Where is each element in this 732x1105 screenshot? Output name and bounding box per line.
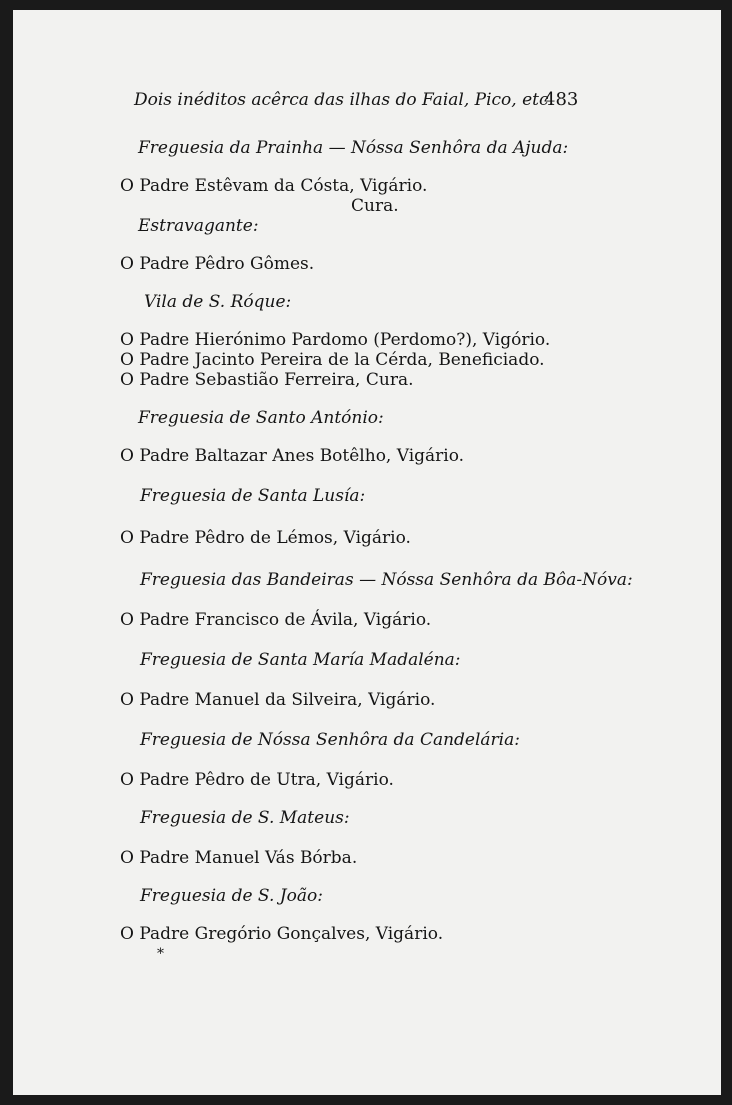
entry-line: O Padre Gregório Gonçalves, Vigário.: [120, 924, 444, 944]
section-heading-santa-maria-madalena: Freguesia de Santa María Madaléna:: [140, 650, 461, 670]
page-number: 483: [544, 89, 579, 110]
entry-line: O Padre Baltazar Anes Botêlho, Vigário.: [120, 446, 465, 466]
entry-line: O Padre Manuel Vás Bórba.: [120, 848, 358, 868]
entry-line: Cura.: [351, 196, 399, 216]
entry-line: O Padre Pêdro Gômes.: [120, 254, 315, 274]
entry-line: O Padre Manuel da Silveira, Vigário.: [120, 690, 436, 710]
entry-line: O Padre Pêdro de Utra, Vigário.: [120, 770, 394, 790]
section-heading-candelaria: Freguesia de Nóssa Senhôra da Candelária:: [140, 730, 520, 750]
entry-line: O Padre Francisco de Ávila, Vigário.: [120, 610, 432, 630]
section-heading-santo-antonio: Freguesia de Santo António:: [138, 408, 384, 428]
section-heading-prainha: Freguesia da Prainha — Nóssa Senhôra da Ajuda:: [138, 138, 569, 158]
section-heading-vila-s-roque: Vila de S. Róque:: [144, 292, 292, 312]
section-heading-estravagante: Estravagante:: [138, 216, 259, 236]
section-heading-s-joao: Freguesia de S. João:: [140, 886, 323, 906]
section-heading-s-mateus: Freguesia de S. Mateus:: [140, 808, 350, 828]
entry-line: O Padre Hierónimo Pardomo (Perdomo?), Vigório.: [120, 330, 551, 350]
entry-line: O Padre Pêdro de Lémos, Vigário.: [120, 528, 411, 548]
running-title: Dois inéditos acêrca das ilhas do Faial, Pico, etc.: [134, 90, 554, 110]
document-page: [13, 10, 721, 1095]
entry-line: O Padre Estêvam da Cósta, Vigário.: [120, 176, 428, 196]
entry-line: O Padre Jacinto Pereira de la Cérda, Beneficiado.: [120, 350, 545, 370]
section-heading-bandeiras: Freguesia das Bandeiras — Nóssa Senhôra da Bôa-Nóva:: [140, 570, 633, 590]
footer-mark: *: [157, 946, 164, 962]
section-heading-santa-lusia: Freguesia de Santa Lusía:: [140, 486, 366, 506]
entry-line: O Padre Sebastião Ferreira, Cura.: [120, 370, 414, 390]
